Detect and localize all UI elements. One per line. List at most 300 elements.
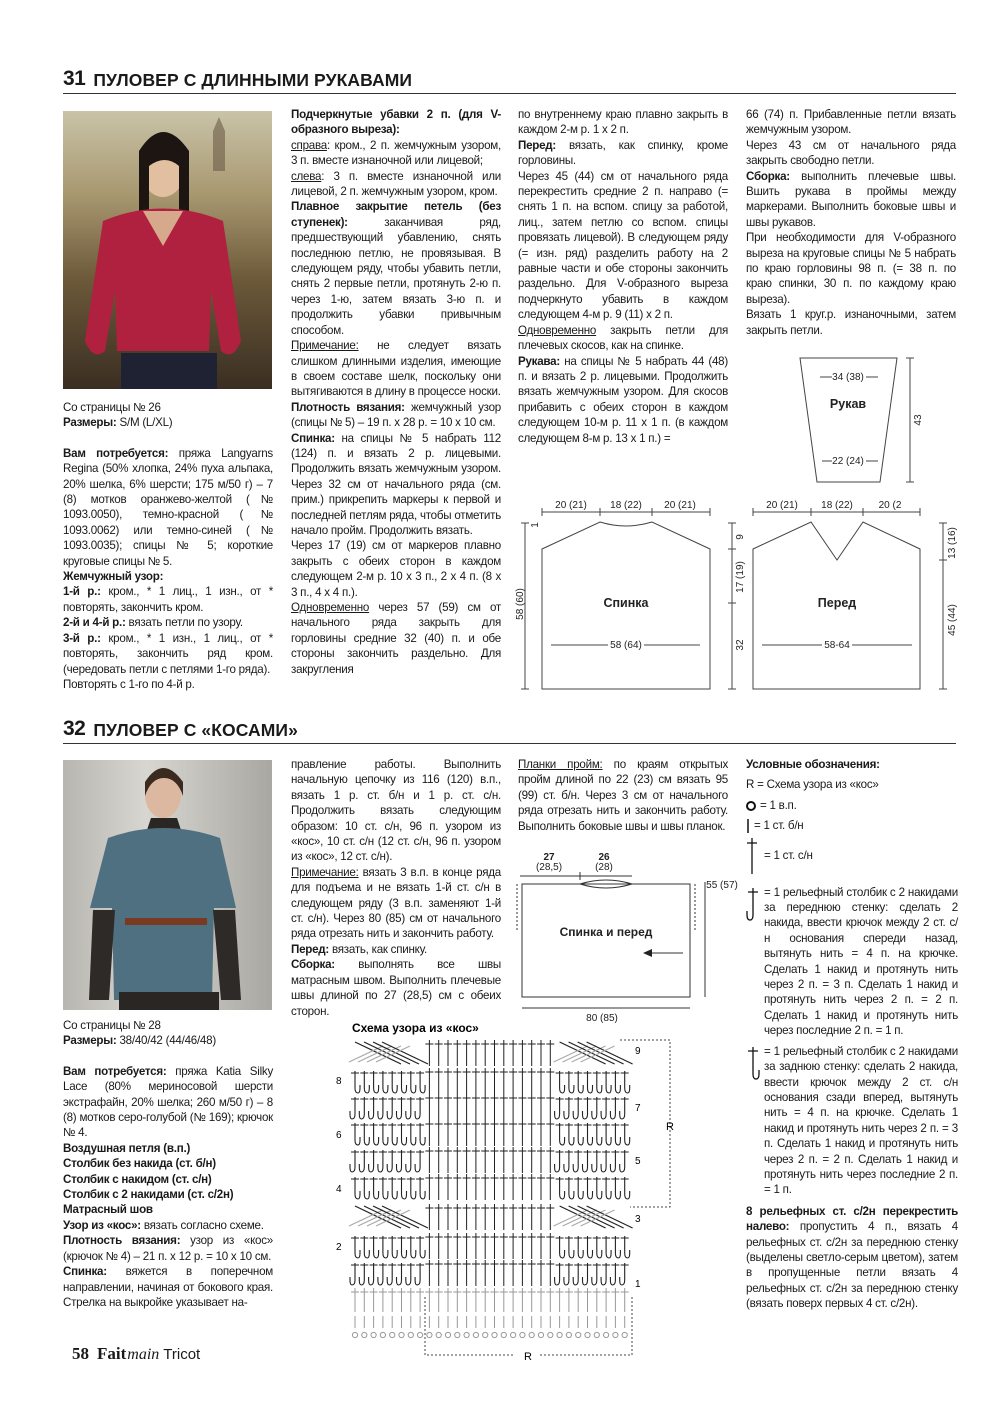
row-number-right: 7 [635, 1103, 641, 1114]
text: на спицы № 5 набрать 112 (124) п. и вязать 2 р. лицевыми. Продолжить вязать жемчужным узором. Через 32 см от начального ряда (см. прим.) прикрепить маркеры к первой и последней петлям ряда, чтобы отметить начало пройм. Продолжить вязать. [291, 431, 501, 537]
text: вязать согласно схеме. [140, 1218, 264, 1232]
back-post-stitch [620, 1150, 625, 1172]
back-post-stitch [583, 1263, 588, 1285]
chain-stitch [352, 1332, 357, 1337]
bold-label: Подчеркнутые убавки 2 п. (для V-образного выреза): [291, 108, 501, 137]
back-post-stitch [415, 1263, 420, 1285]
armhole-height: 17 (19) [735, 561, 746, 593]
text: Вязать 1 круг.р. изнаночными, затем закрыть петли. [746, 308, 956, 337]
back-post-stitch [369, 1097, 374, 1119]
text: вязать, как спинку, кроме горловины. [518, 138, 728, 168]
double-crochet-stitch [546, 1204, 554, 1230]
back-post-stitch [573, 1150, 578, 1172]
legend-front-post-text: = 1 рельефный столбик с 2 накидами за переднюю стенку: сделать 2 накида, ввести крючок между 2 ст. с/н основания спереди назад, вытянуть нить = 4 п. на крючке. Сделать 1 накид и протянуть нить через 2 п. = 3 п. Сделать 1 накид и протянуть нить через 2 п. = 2 п. Сделать 1 накид и протянуть нить через последние 2 п. = 1 п. [764, 885, 958, 1038]
double-crochet-stitch [453, 1233, 461, 1259]
chain-stitch [604, 1332, 609, 1337]
front-post-stitch [569, 1123, 574, 1145]
text: выполнять все швы матрасным швом. Выполнить плечевые швы длиной по 27 (28,5) см с обеих сторон. [291, 958, 501, 1018]
underlined-label: Одновременно [291, 601, 370, 614]
brand-main: main [127, 1346, 160, 1363]
body-panel-shape [522, 884, 690, 997]
back-post-stitch [620, 1097, 625, 1119]
front-post-stitch [606, 1177, 611, 1199]
double-crochet-stitch [509, 1174, 517, 1200]
double-crochet-stitch [546, 1094, 554, 1120]
back-post-stitch [406, 1150, 411, 1172]
double-crochet-stitch [425, 1147, 433, 1173]
double-crochet-stitch [509, 1204, 517, 1230]
double-crochet-stitch [425, 1120, 433, 1146]
single-crochet-icon [746, 818, 752, 834]
double-crochet-stitch [537, 1147, 545, 1173]
double-crochet-stitch [463, 1204, 471, 1230]
foundation-dc-stitch [398, 1288, 406, 1312]
double-crochet-stitch [481, 1040, 489, 1066]
double-crochet-stitch [518, 1094, 526, 1120]
front-width: 58-64 [824, 640, 850, 651]
double-crochet-stitch [537, 1120, 545, 1146]
front-post-stitch [560, 1236, 565, 1258]
bold-label: Перед: [291, 942, 330, 956]
front-post-stitch [578, 1177, 583, 1199]
front-post-stitch [578, 1071, 583, 1093]
front-post-stitch [383, 1236, 388, 1258]
double-crochet-stitch [481, 1147, 489, 1173]
double-crochet-stitch [463, 1174, 471, 1200]
legend-back-post-text: = 1 рельефный столбик с 2 накидами за заднюю стенку: сделать 2 накида, ввести крючок между 2 ст. с/н основания сзади вперед, вытянуть нить = 4 п. на крючке. Сделать 1 накид и протянуть нить через 2 п. = 3 п. Сделать 1 накид и протянуть нить через 2 п. = 2 п. Сделать 1 накид и протянуть нить через последние 2 п. = 1 п. [764, 1044, 958, 1197]
double-crochet-stitch [518, 1068, 526, 1094]
front-post-stitch [374, 1123, 379, 1145]
underlined-label: Примечание: [291, 865, 359, 879]
double-crochet-stitch [509, 1040, 517, 1066]
foundation-dc-stitch [370, 1288, 378, 1312]
double-crochet-stitch [444, 1147, 452, 1173]
text: закрыть петли для плечевых скосов, как на спинке. [518, 323, 728, 353]
double-crochet-stitch [491, 1233, 499, 1259]
chain-stitch [408, 1332, 413, 1337]
front-post-stitch [364, 1236, 369, 1258]
double-crochet-stitch [528, 1094, 536, 1120]
front-post-stitch [355, 1177, 360, 1199]
double-crochet-stitch [472, 1147, 480, 1173]
front-post-stitch [560, 1177, 565, 1199]
text: заканчивая ряд, предшествующий убавлению, снять последнюю петлю, не провязывая. В следующем ряду, чтобы убавить петли, снять 2 первые петли, протянуть 2-ю п. через 1-ю, затем вязать 3-ю п. и продолжить убавки привычным способом. [291, 215, 501, 337]
chain-stitch [483, 1332, 488, 1337]
double-crochet-stitch [472, 1040, 480, 1066]
brand-fait: Fait [97, 1344, 127, 1363]
text: 66 (74) п. Прибавленные петли вязать жемчужным узором. [746, 108, 956, 137]
legend-repeat: R = Схема узора из «кос» [746, 778, 879, 792]
double-crochet-stitch [518, 1174, 526, 1200]
front-label: Перед [817, 596, 857, 610]
front-post-stitch [588, 1236, 593, 1258]
front-post-stitch [420, 1123, 425, 1145]
double-crochet-stitch [472, 1260, 480, 1286]
double-crochet-stitch [453, 1120, 461, 1146]
armhole-width-alt: (28) [595, 862, 613, 873]
double-crochet-stitch [546, 1120, 554, 1146]
text: 38/40/42 (44/46/48) [116, 1034, 216, 1048]
front-post-stitch-icon [746, 885, 760, 921]
double-crochet-stitch [463, 1233, 471, 1259]
back-post-stitch [359, 1150, 364, 1172]
front-post-stitch [625, 1123, 630, 1145]
back-label: Спинка [603, 596, 649, 610]
text: вязать, как спинку. [329, 942, 427, 956]
text: вязать 3 в.п. в конце ряда для подъема и не вязать 1-й ст. с/н в следующем ряду (3 в.п. заменяют 1-й ст. с/н). Через 80 (85) см от начального ряда отрезать нить и закончить работу. [291, 865, 501, 941]
front-post-stitch [606, 1123, 611, 1145]
legend-front-post [746, 885, 958, 1039]
front-post-stitch [625, 1177, 630, 1199]
foundation-dc-stitch [584, 1288, 592, 1312]
shoulder-width-alt: (28,5) [535, 862, 563, 873]
double-crochet-stitch [425, 1174, 433, 1200]
front-shoulder-right: 20 (2 [878, 500, 902, 511]
chain-stitch [520, 1332, 525, 1337]
double-crochet-stitch [435, 1068, 443, 1094]
front-post-stitch [374, 1071, 379, 1093]
double-crochet-stitch [472, 1094, 480, 1120]
front-post-stitch [569, 1071, 574, 1093]
double-crochet-stitch [435, 1204, 443, 1230]
double-crochet-stitch [472, 1068, 480, 1094]
double-crochet-stitch [509, 1233, 517, 1259]
bold-label: Узор из «кос»: [63, 1218, 141, 1232]
double-crochet-stitch [472, 1233, 480, 1259]
legend-cross-label: 8 рельефных ст. с/2н перекрестить налево: [746, 1204, 958, 1234]
back-post-stitch [555, 1097, 560, 1119]
double-crochet-stitch [528, 1233, 536, 1259]
foundation-dc-stitch [509, 1288, 517, 1312]
back-post-stitch [601, 1263, 606, 1285]
double-crochet-stitch [453, 1260, 461, 1286]
bold-label: Плотность вязания: [291, 400, 405, 414]
bold-label: Плавное закрытие петель (без ступенек): [291, 200, 501, 229]
pattern-title: ПУЛОВЕР С ДЛИННЫМИ РУКАВАМИ [93, 70, 413, 90]
foundation-dc-stitch [602, 1288, 610, 1312]
front-post-stitch [364, 1123, 369, 1145]
front-post-stitch [355, 1236, 360, 1258]
foundation-dc-stitch [453, 1288, 461, 1312]
front-post-stitch [606, 1071, 611, 1093]
panel-width: 80 (85) [586, 1013, 618, 1024]
underlined-label: Примечание: [291, 339, 359, 353]
double-crochet-stitch [435, 1260, 443, 1286]
double-crochet-stitch [425, 1233, 433, 1259]
double-crochet-stitch [518, 1147, 526, 1173]
back-post-stitch [397, 1263, 402, 1285]
double-crochet-stitch [491, 1068, 499, 1094]
double-crochet-stitch [509, 1068, 517, 1094]
text: узор из «кос» (крючок № 4) – 21 п. x 12 р. = 10 x 10 см. [63, 1234, 273, 1263]
back-post-stitch [350, 1097, 355, 1119]
text: Через 43 см от начального ряда закрыть свободно петли. [746, 138, 956, 168]
double-crochet-stitch [463, 1040, 471, 1066]
double-crochet-stitch [509, 1147, 517, 1173]
chain-stitch [594, 1332, 599, 1337]
double-crochet-stitch [518, 1204, 526, 1230]
page-footer [72, 1344, 200, 1364]
double-crochet-stitch [425, 1260, 433, 1286]
double-crochet-stitch [435, 1094, 443, 1120]
foundation-dc-stitch [425, 1288, 433, 1312]
double-crochet-stitch [425, 1068, 433, 1094]
text: выполнить плечевые швы. Вшить рукава в проймы между маркерами. Выполнить боковые швы и швы рукавов. [746, 169, 956, 229]
foundation-dc-stitch [546, 1288, 554, 1312]
back-post-stitch [564, 1097, 569, 1119]
chain-stitch [436, 1332, 441, 1337]
double-crochet-stitch [444, 1068, 452, 1094]
text: по внутреннему краю плавно закрыть в каждом 2-м р. 1 x 2 п. [518, 108, 728, 137]
cable-cross-stitch [382, 1042, 428, 1064]
legend-sc-text: = 1 ст. б/н [754, 819, 804, 833]
foundation-dc-stitch [379, 1288, 387, 1312]
double-crochet-stitch [546, 1233, 554, 1259]
front-post-stitch [615, 1177, 620, 1199]
double-crochet-stitch [453, 1174, 461, 1200]
text: : кром., 2 п. жемчужным узором, 3 п. вместе изнаночной или лицевой; [291, 138, 501, 168]
double-crochet-stitch [500, 1120, 508, 1146]
chain-stitch [613, 1332, 618, 1337]
bold-label: Плотность вязания: [63, 1234, 181, 1248]
legend-dc-text: = 1 ст. с/н [764, 848, 813, 862]
back-post-stitch [601, 1150, 606, 1172]
front-post-stitch [578, 1123, 583, 1145]
bold-label: Сборка: [746, 169, 790, 183]
chain-stitch [380, 1332, 385, 1337]
chain-stitch [548, 1332, 553, 1337]
chain-stitch [622, 1332, 627, 1337]
back-post-stitch [397, 1097, 402, 1119]
front-post-stitch [615, 1123, 620, 1145]
underlined-label: Планки пройм: [518, 758, 603, 771]
double-crochet-stitch [463, 1068, 471, 1094]
double-crochet-stitch [528, 1204, 536, 1230]
back-total-height: 58 (60) [515, 588, 526, 620]
double-crochet-stitch [481, 1233, 489, 1259]
cable-stitch-chart [336, 1040, 641, 1338]
chain-stitch [418, 1332, 423, 1337]
chain-stitch [445, 1332, 450, 1337]
text: по краям открытых пройм длиной по 22 (23) см вязать 95 (99) ст. б/н. Через 3 см от начального ряда отрезать нить и закончить работу. Выполнить боковые швы и швы планок. [518, 758, 729, 833]
front-post-stitch [597, 1123, 602, 1145]
text: : 3 п. вместе изнаночной или лицевой, 2 п. жемчужным узором, кром. [291, 169, 501, 199]
front-post-stitch [560, 1071, 565, 1093]
double-crochet-stitch [491, 1120, 499, 1146]
double-crochet-stitch [444, 1260, 452, 1286]
front-post-stitch [615, 1236, 620, 1258]
double-crochet-stitch [537, 1040, 545, 1066]
bold-label: 3-й р.: [63, 631, 101, 645]
back-post-stitch [573, 1097, 578, 1119]
text: кром., * 1 изн., 1 лиц., от * повторять, закончить ряд кром. (чередовать петли с петлями 1-го ряда). [63, 631, 273, 676]
pattern-number: 32 [63, 717, 86, 740]
text: S/M (L/XL) [116, 416, 173, 430]
page-number: 58 [72, 1344, 89, 1363]
double-crochet-stitch [472, 1174, 480, 1200]
front-post-stitch [374, 1236, 379, 1258]
double-crochet-stitch [463, 1094, 471, 1120]
double-crochet-stitch [537, 1174, 545, 1200]
foundation-dc-stitch [407, 1288, 415, 1312]
chain-stitch [455, 1332, 460, 1337]
foundation-dc-stitch [435, 1288, 443, 1312]
brand-tricot: Tricot [163, 1346, 201, 1363]
text: не следует вязать слишком длинными изделия, имеющие в своем составе шелк, поскольку они вытягиваются в длину в процессе носки. [291, 339, 501, 399]
double-crochet-stitch [491, 1147, 499, 1173]
back-post-stitch [620, 1263, 625, 1285]
front-post-stitch [355, 1071, 360, 1093]
legend-title: Условные обозначения: [746, 758, 880, 771]
double-crochet-stitch [537, 1094, 545, 1120]
double-crochet-stitch [491, 1040, 499, 1066]
foundation-dc-stitch [351, 1288, 359, 1312]
text: через 57 (59) см от начального ряда закрыть для горловины средние 32 (40) п. и обе стороны закончить раздельно. Для закругления [291, 601, 501, 676]
chain-stitch [538, 1332, 543, 1337]
bold-label: Размеры: [63, 416, 117, 430]
back-post-stitch [592, 1150, 597, 1172]
double-crochet-stitch [528, 1260, 536, 1286]
foundation-dc-stitch [500, 1288, 508, 1312]
front-to-v: 45 (44) [947, 604, 958, 636]
foundation-dc-stitch [593, 1288, 601, 1312]
front-post-stitch [411, 1177, 416, 1199]
double-crochet-stitch [528, 1068, 536, 1094]
double-crochet-stitch [528, 1174, 536, 1200]
legend-cross-text: пропустить 4 п., вязать 4 рельефных ст. с/2н за переднюю стенку (выделены светло-серым цветом), затем в пропущенные петли вязать 4 рельефных ст. с/2н за переднюю стенку (вязать поверх первых 4 ст. с/2н). [746, 1220, 958, 1311]
double-crochet-stitch [546, 1174, 554, 1200]
double-crochet-stitch [435, 1147, 443, 1173]
double-crochet-stitch [481, 1094, 489, 1120]
double-crochet-stitch [453, 1094, 461, 1120]
row-number-left: 8 [336, 1076, 342, 1087]
foundation-dc-stitch [388, 1288, 396, 1312]
foundation-dc-stitch [556, 1288, 564, 1312]
front-post-stitch [392, 1177, 397, 1199]
text: Через 17 (19) см от маркеров плавно закрыть с обеих сторон в каждом следующем 2-м р. 10 x 3 п., 2 x 4 п. (8 x 3 п., 4 x 4 п.). [291, 539, 501, 599]
chain-stitch [529, 1332, 534, 1337]
chain-stitch [566, 1332, 571, 1337]
cable-cross-stitch [382, 1206, 428, 1228]
front-post-stitch [625, 1236, 630, 1258]
double-crochet-stitch [537, 1233, 545, 1259]
double-crochet-stitch [491, 1094, 499, 1120]
foundation-dc-stitch [416, 1288, 424, 1312]
double-crochet-stitch [444, 1204, 452, 1230]
back-post-stitch [592, 1263, 597, 1285]
front-post-stitch [411, 1123, 416, 1145]
foundation-dc-stitch [621, 1288, 629, 1312]
bold-label: Столбик без накида (ст. б/н) [63, 1157, 216, 1171]
double-crochet-stitch [435, 1040, 443, 1066]
double-crochet-stitch [537, 1204, 545, 1230]
double-crochet-stitch [425, 1040, 433, 1066]
panel-label: Спинка и перед [559, 925, 653, 939]
front-post-stitch [402, 1071, 407, 1093]
bold-label: Размеры: [63, 1034, 117, 1048]
double-crochet-stitch [518, 1233, 526, 1259]
legend-sc [746, 818, 958, 833]
front-post-stitch [569, 1236, 574, 1258]
back-neck: 18 (22) [610, 500, 642, 511]
pattern-number: 31 [63, 67, 86, 90]
text: вязать петли по узору. [125, 616, 243, 630]
foundation-dc-stitch [574, 1288, 582, 1312]
row-number-right: 5 [635, 1156, 641, 1167]
bold-label: Вам потребуется: [63, 1064, 167, 1078]
shoulder-slope: 9 [735, 534, 746, 540]
front-post-stitch [588, 1177, 593, 1199]
text: Со страницы № 26 [63, 401, 161, 414]
bold-label: Вам потребуется: [63, 446, 169, 460]
chain-stitch [390, 1332, 395, 1337]
legend-back-post [746, 1044, 958, 1198]
double-crochet-stitch [453, 1147, 461, 1173]
back-post-stitch [378, 1150, 383, 1172]
back-post-stitch [406, 1097, 411, 1119]
chain-stitch [362, 1332, 367, 1337]
double-crochet-stitch [500, 1094, 508, 1120]
bold-label: Матрасный шов [63, 1203, 153, 1217]
double-crochet-stitch [528, 1040, 536, 1066]
text: пряжа Katia Silky Lace (80% мериносовой шерсти экстрафайн, 20% шелка; 260 м/50 г) – 8 (8) мотков серо-голубой (№ 169); крючок № 4. [63, 1064, 273, 1140]
chain-stitch [371, 1332, 376, 1337]
legend-dc [746, 836, 958, 876]
double-crochet-stitch [500, 1147, 508, 1173]
front-post-stitch [374, 1177, 379, 1199]
double-crochet-stitch [453, 1204, 461, 1230]
underlined-label: справа [291, 138, 327, 152]
back-post-stitch [583, 1097, 588, 1119]
front-post-stitch [392, 1123, 397, 1145]
back-post-stitch [583, 1150, 588, 1172]
sleeve-height: 43 [913, 414, 924, 426]
double-crochet-stitch [463, 1260, 471, 1286]
foundation-dc-stitch [528, 1288, 536, 1312]
chain-stitch [427, 1332, 432, 1337]
double-crochet-stitch [444, 1174, 452, 1200]
double-crochet-stitch [509, 1094, 517, 1120]
bold-label: Сборка: [291, 958, 335, 972]
double-crochet-stitch [546, 1040, 554, 1066]
cable-cross-stitch [587, 1042, 633, 1064]
front-post-stitch [411, 1071, 416, 1093]
foundation-dc-stitch [491, 1288, 499, 1312]
front-post-stitch [588, 1071, 593, 1093]
back-post-stitch [610, 1097, 615, 1119]
double-crochet-stitch [518, 1120, 526, 1146]
double-crochet-stitch [463, 1147, 471, 1173]
foundation-dc-stitch [444, 1288, 452, 1312]
to-armhole: 32 [735, 639, 746, 651]
double-crochet-stitch [444, 1040, 452, 1066]
double-crochet-stitch [491, 1174, 499, 1200]
legend-chain-text: = 1 в.п. [760, 798, 797, 812]
text: жемчужный узор (спицы № 5) – 19 п. x 28 р. = 10 x 10 см. [291, 400, 501, 430]
front-post-stitch [606, 1236, 611, 1258]
text: кром., * 1 лиц., 1 изн., от * повторять, закончить кром. [63, 585, 273, 614]
front-post-stitch [402, 1123, 407, 1145]
front-post-stitch [364, 1071, 369, 1093]
front-post-stitch [560, 1123, 565, 1145]
front-post-stitch [597, 1236, 602, 1258]
double-crochet-stitch [500, 1174, 508, 1200]
double-crochet-stitch [435, 1120, 443, 1146]
text: Повторять с 1-го по 4-й р. [63, 677, 195, 691]
double-crochet-stitch [500, 1040, 508, 1066]
back-post-stitch [387, 1097, 392, 1119]
front-post-stitch [597, 1177, 602, 1199]
